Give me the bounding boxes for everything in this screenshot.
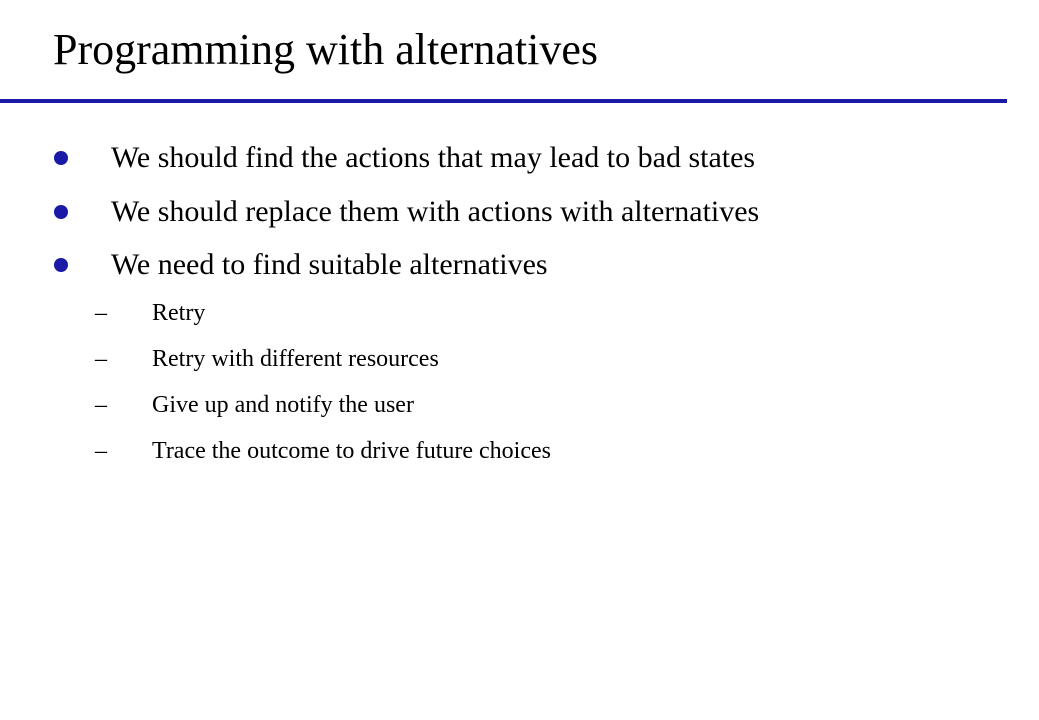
bullet-text: We should replace them with actions with alternatives	[111, 195, 760, 228]
sub-bullet-text: Retry	[152, 300, 206, 326]
bullet-item	[0, 245, 1000, 285]
sub-bullet-item	[0, 343, 1000, 375]
bullet-text: We should find the actions that may lead to bad states	[111, 141, 756, 174]
sub-bullet-item	[0, 389, 1000, 421]
bullet-item	[0, 192, 1000, 232]
bullet-dot-icon	[54, 151, 68, 165]
sub-bullet-item	[0, 297, 1000, 329]
dash-marker: –	[95, 300, 107, 326]
dash-marker: –	[95, 346, 107, 372]
title-underline	[0, 99, 1007, 103]
sub-bullet-text: Give up and notify the user	[152, 392, 414, 418]
bullet-dot-icon	[54, 258, 68, 272]
dash-marker: –	[95, 392, 107, 418]
sub-bullet-text: Trace the outcome to drive future choices	[152, 438, 551, 464]
sub-bullet-text: Retry with different resources	[152, 346, 439, 372]
bullet-item	[0, 138, 1000, 178]
bullet-dot-icon	[54, 205, 68, 219]
dash-marker: –	[95, 438, 107, 464]
sub-bullet-item	[0, 435, 1000, 467]
bullet-text: We need to find suitable alternatives	[111, 248, 548, 281]
slide-title: Programming with alternatives	[53, 25, 598, 74]
